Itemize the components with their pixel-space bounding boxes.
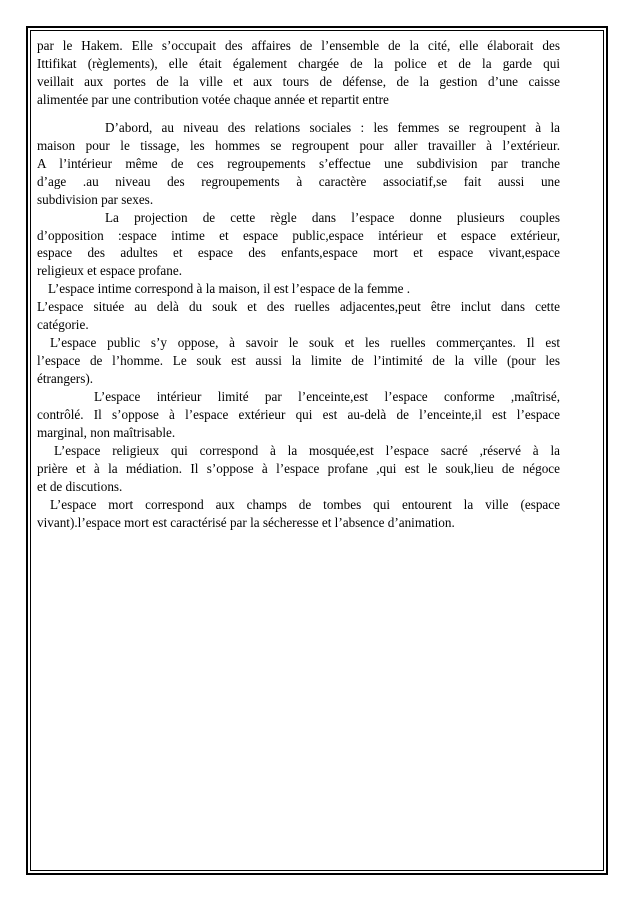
paragraph-gap — [37, 109, 560, 119]
text-line: marginal, non maîtrisable. — [37, 425, 176, 441]
text-line: religieux et espace profane. — [37, 263, 182, 279]
text-line: L’espace intime correspond à la maison, il est l’espace de la femme . — [48, 281, 411, 297]
text-line: par le Hakem. Elle s’occupait des affaires de l’ensemble de la cité, elle élaborait des — [37, 38, 560, 53]
paragraph-5 — [37, 298, 560, 334]
text-line: catégorie. — [37, 317, 89, 333]
text-line: L’espace mort correspond aux champs de tombes qui entourent la ville (espace — [50, 496, 560, 512]
text-line: La projection de cette règle dans l’espace donne plusieurs couples — [105, 209, 560, 225]
text-line: L’espace religieux qui correspond à la mosquée,est l’espace sacré ,réservé à la — [54, 442, 560, 458]
text-line: Ittifikat (règlements), elle était également chargée de la police et de la garde qui — [37, 55, 560, 71]
text-line: étrangers). — [37, 371, 94, 387]
paragraph-3 — [37, 209, 560, 281]
paragraph-2 — [37, 119, 560, 209]
text-line: vivant).l’espace mort est caractérisé par la sécheresse et l’absence d’animation. — [37, 514, 455, 530]
paragraph-6 — [37, 334, 560, 388]
text-line: espace des adultes et espace des enfants,espace mort et espace vivant,espace — [37, 245, 560, 261]
text-line: A l’intérieur même de ces regroupements s’effectue une subdivision par tranche — [37, 155, 560, 171]
text-line: L’espace intérieur limité par l’enceinte,est l’espace conforme ,maîtrisé, — [94, 389, 560, 405]
text-line: d’age .au niveau des regroupements à caractère associatif,se fait aussi une — [37, 173, 560, 189]
document-body — [37, 37, 560, 532]
text-line: prière et à la médiation. Il s’oppose à l’espace profane ,qui est le souk,lieu de négoce — [37, 460, 560, 476]
text-line: alimentée par une contribution votée chaque année et repartit entre — [37, 91, 389, 107]
text-line: contrôlé. Il s’oppose à l’espace extérieur qui est au-delà de l’enceinte,il est l’espace — [37, 407, 560, 423]
text-line: L’espace située au delà du souk et des ruelles adjacentes,peut être inclut dans cette — [37, 299, 560, 315]
text-line: veillait aux portes de la ville et aux tours de défense, de la gestion d’une caisse — [37, 73, 560, 89]
paragraph-4 — [37, 280, 560, 298]
text-line: D’abord, au niveau des relations sociales : les femmes se regroupent à la — [105, 119, 560, 135]
text-line: l’espace de l’homme. Le souk est aussi la limite de l’intimité de la ville (pour les — [37, 353, 560, 369]
text-line: et de discutions. — [37, 478, 123, 494]
text-line: L’espace public s’y oppose, à savoir le souk et les ruelles commerçantes. Il est — [50, 335, 560, 351]
paragraph-7 — [37, 388, 560, 442]
paragraph-1 — [37, 37, 560, 109]
text-line: subdivision par sexes. — [37, 191, 154, 207]
paragraph-9 — [37, 496, 560, 532]
text-line: d’opposition :espace intime et espace public,espace intérieur et espace extérieur, — [37, 227, 560, 243]
text-line: maison pour le tissage, les hommes se regroupent pour aller travailler à l’extérieur. — [37, 137, 560, 153]
paragraph-8 — [37, 442, 560, 496]
